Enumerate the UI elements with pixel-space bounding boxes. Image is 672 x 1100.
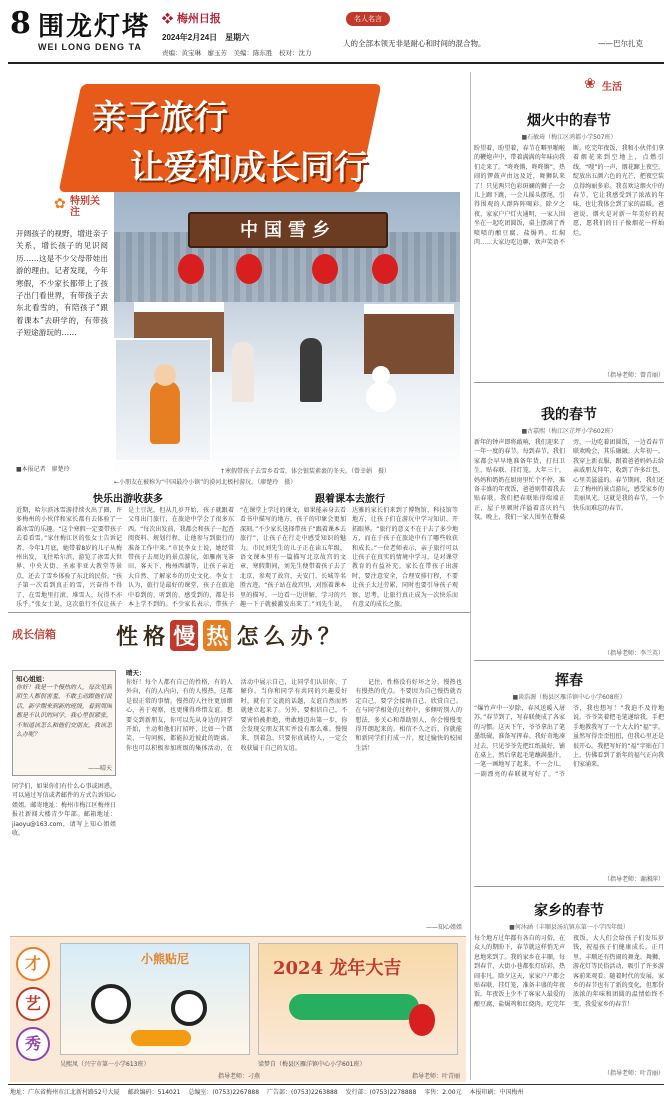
- section-divider: [470, 612, 471, 1080]
- article-2-author: ■古嘉熙（梅江区芷坪小学602班）: [521, 428, 617, 435]
- photo-caption-2: ←小朋友在被称为“中国最冷小镇”的漠河北极村游玩。（廖楚玲 摄）: [114, 479, 297, 486]
- editor-credits: 责编：黄宝琳 廖玉芳 美编：陈东胜 校对：沈力: [162, 49, 312, 57]
- article-1-body: 盼望着，盼望着，春节在噼里啪啦的鞭炮声中，带着满满的年味向我们走来了。“咚咚锵，咚咚锵”，热闹的锣鼓声由远及近，舞狮队来了！只见两只色彩斑斓的狮子一会儿上蹿下跳，一会儿摇头摆尾，引得围观的人群阵阵喝彩。除夕之夜，家家户户灯火通明，一家人围坐在一起吃团圆饭，桌上摆满了香喷喷的酿豆腐、盐焗鸡、红焖肉……大家边吃边聊，欢声笑语不断。吃完年夜饭，我和小伙伴们拿着烟花来到空地上，点燃引线，“嗖”的一声，烟花蹿上夜空，绽放出五颜六色的光芒，把夜空装点得绚丽多彩。我喜欢这烟火中的春节，它让我感受到了浓浓的年味，也让我体会到了家的温暖。爸爸说，烟火是对新一年美好的祝愿，愿我们的日子像烟花一样灿烂。: [474, 145, 664, 247]
- snowman-icon: [366, 382, 396, 412]
- red-lantern-icon: [236, 254, 262, 284]
- art-label: [16, 947, 52, 1077]
- art-label-char: 秀: [16, 1027, 50, 1061]
- article-3-teacher: （指导老师：谢湘萍）: [603, 876, 664, 883]
- art-label-char: 才: [16, 947, 50, 981]
- panda-icon: [91, 984, 131, 1024]
- article-divider: [474, 886, 664, 887]
- article-2-teacher: （指导老师：李兰英）: [603, 650, 664, 657]
- feature-banner: [70, 84, 370, 192]
- article-4-author: ■何沐涵（丰顺县汤坑镇东第一小学四年级）: [509, 924, 629, 931]
- banner-title-line2: 让爱和成长同行: [130, 148, 368, 188]
- gate-sign-text: 中国雪乡: [240, 220, 336, 241]
- person-figure: [232, 342, 254, 402]
- art-section: [10, 936, 466, 1082]
- article-1-author: ■石敏琦（梅江区鸿都小学507班）: [521, 134, 617, 141]
- footer-rule: [8, 1084, 664, 1085]
- article-1-teacher: （指导老师：曾青丽）: [603, 372, 664, 379]
- artwork-right-teacher: 指导老师：叶青丽: [411, 1073, 460, 1080]
- section-divider-horizontal: [8, 612, 470, 613]
- artwork-banner: 2024 龙年大吉: [273, 958, 402, 979]
- article-3-title: 挥春: [555, 673, 583, 689]
- red-lantern-icon: [372, 254, 398, 284]
- advice-title-char: 怎: [236, 624, 259, 650]
- child-photo: [114, 338, 212, 462]
- advice-title-char: 格: [143, 624, 166, 650]
- question-box: [12, 670, 116, 776]
- feature-intro: 开阔孩子的视野，增进亲子关系，增长孩子的见识阅历……这是不少父母带娃出游的理由。记者发现，今年寒假，不少家长都带上了孩子出门看世界，有带孩子去东北看雪的，有陪孩子“跟着课本”去研学的，有带孩子短途游玩的……: [16, 229, 108, 338]
- artwork-left-caption: 吴熙凤（兴宁市第一小学613班）: [60, 1061, 150, 1068]
- artwork-dragon: [258, 943, 458, 1055]
- question-text: 你好！我是一个慢热的人，每次见到陌生人都很害羞，不敢主动跟他们说话，新学期来到新的班级，看到周围都是不认识的同学，我心里很紧张，不知道该怎么和他们交朋友，我该怎么办呢？: [16, 684, 112, 739]
- article-3-body: “爆竹声中一岁除，春风送暖入屠苏。”春节到了，写春联便成了各家的习惯。这天下午，爷爷拿出了笔墨纸砚，准备写挥春。我好奇地凑过去，只见爷爷先把红纸裁好，铺在桌上，然后拿起毛笔蘸满墨汁，一笔一画地写了起来。不一会儿，一副漂亮的春联就写好了。“爷爷，我也想写！”我迫不及待地说。爷爷笑着把毛笔递给我，手把手地教我写了一个大大的“福”字。虽然写得歪歪扭扭，但我心里还是很开心。我把写好的“福”字贴在门上，仿佛看到了新年的福气正向我们家涌来。: [474, 705, 664, 778]
- subsection-title-1: 快乐出游收获多: [93, 494, 163, 505]
- advice-title-char: 么: [263, 624, 286, 650]
- advice-title-char: 办: [290, 624, 313, 650]
- column-pinyin: WEI LONG DENG TA: [38, 42, 142, 52]
- right-column: [474, 70, 664, 1080]
- advice-title-char: 热: [203, 620, 231, 651]
- child-head: [154, 364, 176, 386]
- paper-logo-icon: ❖: [162, 12, 173, 25]
- advice-title-char: ？: [317, 624, 340, 650]
- article-3-author: ■谈浩源（梅县区雁洋镇中心小学608班）: [512, 694, 626, 701]
- feature-reporter: ■本报记者 廖楚玲: [16, 466, 70, 473]
- reply-salutation: 晴天：: [126, 669, 146, 677]
- quote-author: ——巴尔扎克: [598, 39, 643, 48]
- artwork-right-caption: 梁梦自（梅县区雁洋镇中心小学601班）: [258, 1061, 366, 1068]
- art-label-char: 艺: [16, 987, 50, 1021]
- feature-body-col3: “在课堂上学过的课文，如果能亲身去看看书中描写的地方，孩子的印象会更加深刻。”不少家长选择带孩子“跟着课本去旅行”，让孩子在行走中感受知识的魅力。市民刘先生的儿子正在读五年级，语文课本里有一篇描写北京故宫的文章，寒假期间，刘先生便带着孩子去了北京，参观了故宫、天安门、长城等名胜古迹。“孩子站在故宫里，对照着课本里的描写，一边看一边讲解，学习的兴趣一下子就被激发出来了。”刘先生说，: [240, 507, 346, 608]
- masthead: [0, 0, 672, 66]
- article-4-teacher: （指导老师：叶青丽）: [603, 1070, 664, 1077]
- banner-title-line1: 亲子旅行: [92, 98, 228, 138]
- advice-section: [10, 616, 466, 938]
- child-figure: [150, 380, 180, 444]
- lantern-icon: [409, 1004, 435, 1036]
- red-lantern-icon: [178, 254, 204, 284]
- paper-name: ❖ 梅州日报: [162, 12, 221, 25]
- quote-badge: 名人名言: [346, 12, 390, 26]
- article-divider: [474, 382, 664, 383]
- advice-header-label: 成长信箱: [12, 628, 56, 641]
- article-4-body: 每个地方过年都有各自的习俗，在众人的期盼下，春节就这样悄无声息地来到了。我的家乡在丰顺，每到春节，大街小巷都张灯结彩，热闹非凡。除夕这天，家家户户都会贴春联、挂灯笼，准备丰盛的年夜饭。年夜饭上少不了客家人最爱的酿豆腐、盐焗鸡和红烧肉。吃完年夜饭，大人们会给孩子们发压岁钱，祝福孩子们健康成长。正月里，丰顺还有热闹的舞龙、舞狮、游花灯等民俗活动，吸引了许多游客前来观看。随着时代的发展，家乡的春节也有了新的变化，但那份浓浓的年味和团圆的温情始终不变。我爱家乡的春节！: [474, 935, 664, 1008]
- article-divider: [474, 660, 664, 661]
- flower-icon: ✿: [54, 196, 66, 212]
- advice-title-char: 性: [116, 624, 139, 650]
- footer: 地址：广东省梅州市江北新村路52号大厦 邮政编码：514021 总编室：(0753)2267888 广告部：(0753)2263888 发行部：(0753)2278888 零售：2.00元 本报印刷：中国梅州: [10, 1089, 524, 1096]
- artwork-left-teacher: 指导老师：刁燕: [217, 1073, 260, 1080]
- sweets-icon: [131, 1030, 191, 1046]
- article-2-body: 新年的钟声即将敲响，我们迎来了一年一度的春节。每到春节，我们家都会早早地准备年货，打扫卫生，贴春联、挂灯笼。大年三十，妈妈和奶奶在厨房里忙个不停，准备丰盛的年夜饭，爸爸则带着我去贴春联。我们把春联贴得端端正正，屋子里顿时洋溢着喜庆的气氛。晚上，我们一家人围坐在餐桌旁，一边吃着团圆饭，一边看春节联欢晚会，其乐融融。大年初一，我穿上新衣服，跟着爸爸妈妈去给亲戚朋友拜年，收到了许多红包，心里美滋滋的。春节期间，我们还去了梅州的景点游玩，感受家乡的美丽风光。这就是我的春节，一个快乐而难忘的春节。: [474, 439, 664, 522]
- column-title: 围龙灯塔: [38, 12, 151, 42]
- masthead-rule: [8, 62, 664, 64]
- article-2-title: 我的春节: [541, 407, 597, 423]
- question-sign: ——晴天: [87, 765, 112, 772]
- section-divider: [470, 72, 471, 612]
- lantern-icon: ❀: [584, 76, 596, 92]
- article-4-title: 家乡的春节: [534, 903, 604, 919]
- photo-caption-1: ↑寒假带孩子去雪乡看雪，体会银装素裹的冬天。（曾幸娟 摄）: [220, 468, 391, 475]
- feature-body-col4: 达雅的家长们来到了博物馆、科技馆等地方，让孩子们在游玩中学习知识、开拓眼界。“旅行的意义不在于去了多少地方，而在于孩子在旅途中有了哪些收获和成长。”一位老师表示，亲子旅行可以让孩子在真实的情境中学习，是对课堂教育的有益补充。家长在带孩子出游时，要注意安全，合理安排行程，不要让孩子太过劳累，同时也要引导孩子观察、思考，让旅行真正成为一次快乐而有意义的成长之旅。: [352, 507, 458, 608]
- page-number: 8: [10, 6, 31, 41]
- advice-title-char: 慢: [170, 620, 198, 651]
- red-lantern-icon: [312, 254, 338, 284]
- mailbox-contact: 同学们，如果你们有什么心事或困惑，可以通过写信或者邮件的方式告诉知心姐姐。邮寄地址：梅州市梅江区梅州日报社新闻大楼青少年部。邮箱地址：jiaoyu@163.com，请写上知心姐姐收。: [12, 783, 116, 838]
- article-1-title: 烟火中的春节: [527, 113, 611, 129]
- panda-icon: [171, 990, 207, 1026]
- artwork-title: 小熊贴尼: [141, 952, 190, 966]
- reply-sign: ——知心姐姐: [425, 924, 462, 931]
- issue-date: 2024年2月24日 星期六: [162, 33, 250, 42]
- quote-text: 人的全部本领无非是耐心和时间的混合物。: [343, 39, 486, 48]
- life-ornament: ❀ 生活: [584, 76, 622, 93]
- feature-section: [10, 70, 466, 610]
- person-figure: [300, 338, 322, 402]
- feature-body-col1: 近期，哈尔滨冰雪游持续火出了圈，许多梅州的小伙伴和家长都有去体验了一番冰雪的乐趣。“这个寒假一定要带孩子去看看雪。”家住梅江区的张女士告诉记者，今年1月底，她带着8岁的儿子从梅州出发，飞往哈尔滨，游览了冰雪大世界、中央大街、圣索菲亚大教堂等景点，还去了雪乡体验了东北的民俗。“孩子第一次看到真正的雪，兴奋得不得了，在雪地里打滚、堆雪人，玩得不亦乐乎。”张女士说，这次旅行不仅让孩子: [16, 507, 122, 608]
- advice-title: [116, 620, 376, 652]
- feature-body-col2: 是土豆泥，但从几岁开始，孩子就跟着父母出门旅行，在旅途中学会了很多东西。“每次出发前，我都会和孩子一起查阅资料、规划行程，让他参与到旅行的准备工作中来。”市民李女士说，她经常带孩子去周边的景点游玩，如雁南飞茶田、客天下、梅州西湖等，让孩子亲近大自然、了解家乡的历史文化。李女士认为，旅行是最好的课堂，孩子在旅途中看到的、听到的、感受到的，都是书本上学不到的。不少家长表示，带孩子: [128, 507, 234, 608]
- dragon-icon: [289, 994, 419, 1020]
- artwork-panda: [60, 943, 250, 1055]
- wooden-house: [364, 304, 454, 374]
- subsection-title-2: 跟着课本去旅行: [315, 494, 385, 505]
- question-heading: 知心姐姐：: [16, 675, 49, 683]
- special-tag: ✿ 特别关注: [54, 196, 100, 218]
- reply-body: 你好！每个人都有自己的性格，有的人外向，有的人内向，有的人慢热，这都是很正常的事情。慢热的人往往更加细心，善于观察，也更懂得珍惜友谊。想要交到新朋友，你可以先从身边的同学开始，主动和他们打招呼，比如一个微笑、一句问候，都能拉近彼此的距离。你也可以积极参加班级的集体活动，在活动中展示自己，让同学们认识你、了解你。当你和同学有共同的兴趣爱好时，就有了交流的话题，友谊自然而然就建立起来了。另外，要相信自己，不要害怕被拒绝，勇敢地迈出第一步，你会发现交朋友其实并没有那么难。慢慢来，别着急，只要你真诚待人，一定会收获属于自己的友谊。 记住，性格没有好坏之分，慢热也有慢热的优点。不要因为自己慢热就否定自己，要学会接纳自己、欣赏自己。在与同学相处的过程中，多倾听别人的想法，多关心和帮助别人，你会慢慢变得开朗起来的。相信不久之后，你就能和新同学们打成一片，度过愉快的校园生活！: [126, 679, 462, 752]
